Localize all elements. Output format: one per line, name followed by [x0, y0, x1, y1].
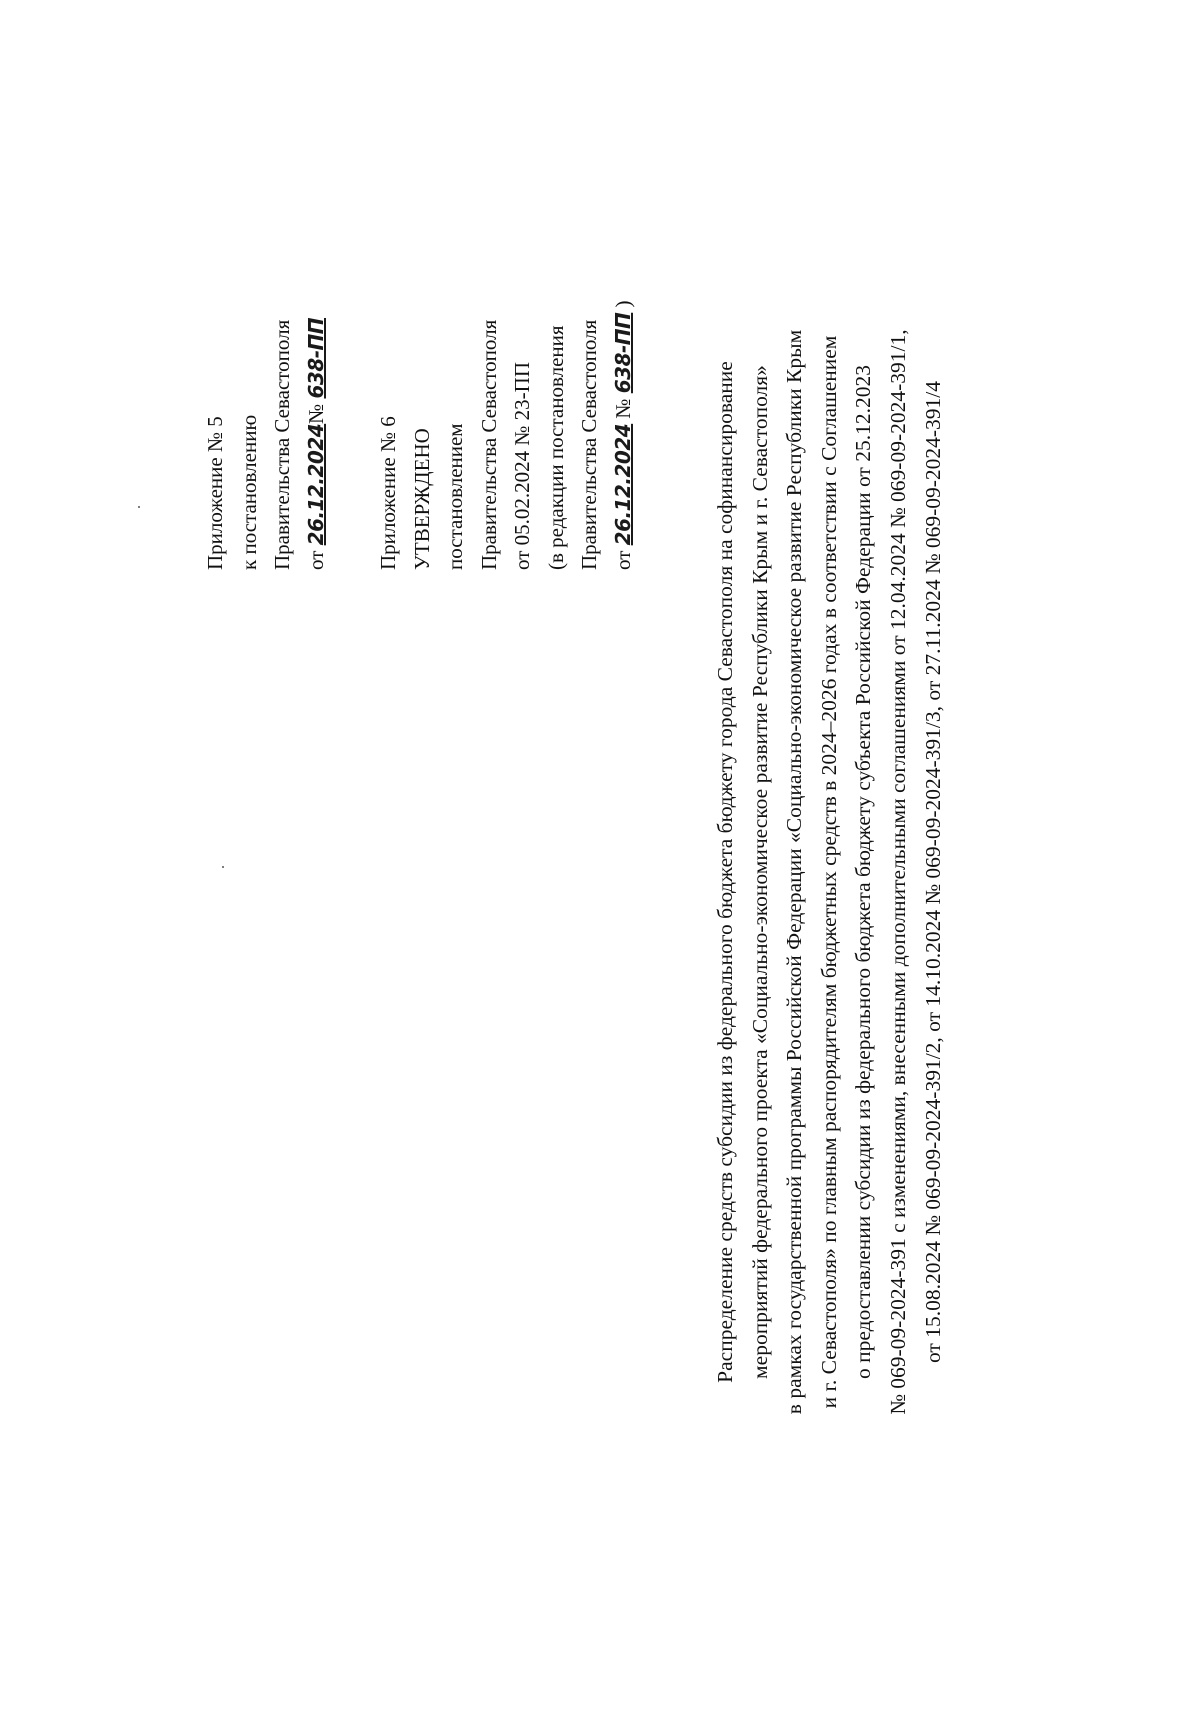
scan-speck [138, 506, 140, 508]
title-line: мероприятий федерального проекта «Социально-экономическое развитие Республики Крым и г. Севастополя» [747, 365, 772, 1379]
appendix5-handwritten-number: 638-ПП [303, 317, 328, 399]
appendix6-government-2: Правительства Севастополя [577, 319, 601, 570]
appendix5-number-prefix: № [303, 398, 328, 424]
appendix6-number: Приложение № 6 [376, 416, 400, 570]
scan-speck [222, 866, 224, 868]
title-line: в рамках государственной программы Российской Федерации «Социально-экономическое развитие Республики Крым [782, 329, 807, 1415]
appendix6-handwritten-date: 26.12.2024 [610, 423, 635, 546]
appendix6-date-prefix: от [610, 545, 635, 570]
appendix-header-block [199, 110, 640, 570]
appendix6-approved: УТВЕРЖДЕНО [409, 428, 434, 570]
appendix5-date-line [300, 110, 334, 570]
appendix5-government: Правительства Севастополя [270, 319, 294, 570]
appendix6-edition-note: (в редакции постановления [543, 325, 568, 570]
appendix6-by-resolution: постановлением [443, 423, 467, 570]
appendix6-original-date: от 05.02.2024 № 23-ПП [510, 361, 534, 570]
title-line: от 15.08.2024 № 069-09-2024-391/2, от 14.10.2024 № 069-09-2024-391/3, от 27.11.2024 № 069-09-2024-391/4 [920, 380, 945, 1364]
appendix5-number: Приложение № 5 [203, 416, 227, 570]
title-line: Распределение средств субсидии из федерального бюджета бюджету города Севастополя на софинансирование [713, 361, 737, 1383]
title-line: и г. Севастополя» по главным распорядителям бюджетных средств в 2024–2026 годах в соответствии с Соглашением [816, 335, 841, 1409]
title-line: № 069-09-2024-391 с изменениями, внесенными дополнительными соглашениями от 12.04.2024 № 069-09-2024-391/1, [885, 329, 910, 1415]
appendix5-date-prefix: от [303, 545, 328, 570]
appendix5-to-resolution: к постановлению [236, 414, 261, 570]
appendix6-closing-paren: ) [610, 300, 635, 313]
appendix6-number-prefix: № [610, 393, 635, 424]
document-title [708, 162, 950, 1582]
appendix6-government: Правительства Севастополя [476, 319, 501, 570]
title-line: о предоставлении субсидии из федерального бюджета бюджету субъекта Российской Федерации от 25.12.2023 [851, 365, 876, 1379]
appendix5-handwritten-date: 26.12.2024 [303, 423, 328, 546]
appendix6-date-line [607, 110, 641, 570]
appendix6-handwritten-number: 638-ПП [610, 312, 635, 394]
